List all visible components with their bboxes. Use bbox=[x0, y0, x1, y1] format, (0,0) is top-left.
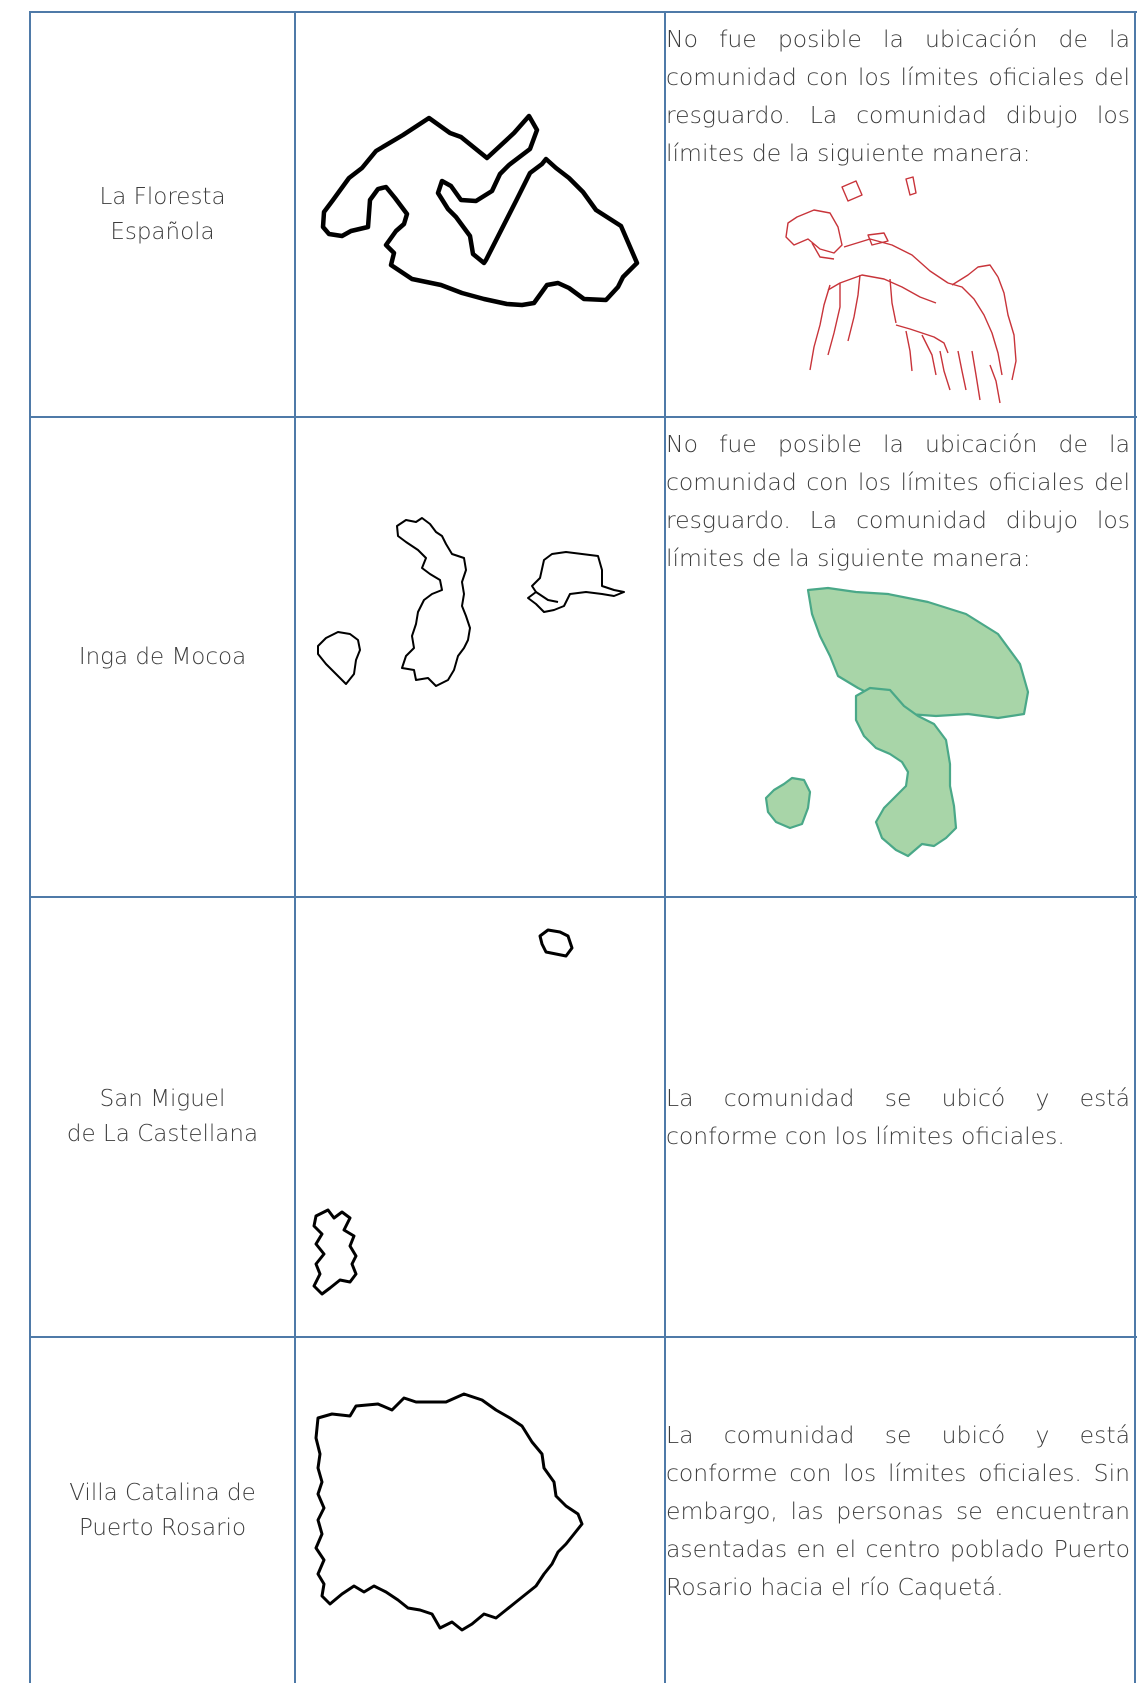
community-name-line2: de La Castellana bbox=[66, 1121, 259, 1147]
community-drawn-sketch bbox=[758, 584, 1058, 884]
observation-text: No fue posible la ubicación de la comunidad con los límites oficiales del resguardo. La comunidad dibujo los límites de la siguiente manera: bbox=[666, 25, 1130, 167]
observation-text: La comunidad se ubicó y está conforme con los límites oficiales. bbox=[666, 1084, 1130, 1150]
sketch-polygon bbox=[808, 588, 1028, 718]
community-name-cell bbox=[31, 1338, 294, 1683]
community-drawn-sketch bbox=[772, 175, 1032, 410]
boundary-polygon bbox=[323, 116, 637, 305]
boundary-polygon bbox=[528, 552, 624, 612]
sketch-lines bbox=[786, 177, 1016, 403]
community-name-line1: Villa Catalina de bbox=[69, 1479, 256, 1506]
official-boundary-map bbox=[296, 898, 664, 1336]
observation-cell bbox=[666, 1338, 1132, 1683]
sketch-polygon bbox=[766, 778, 810, 828]
boundary-polygon bbox=[316, 1394, 582, 1630]
table-border-right bbox=[1134, 11, 1136, 1683]
official-boundary-map bbox=[296, 13, 664, 416]
boundary-polygon bbox=[318, 632, 360, 684]
observation-cell bbox=[666, 898, 1132, 1336]
community-name-line1: La Floresta bbox=[99, 183, 226, 210]
official-boundary-map bbox=[296, 1338, 664, 1683]
boundary-line bbox=[536, 592, 558, 602]
boundary-polygon bbox=[314, 1210, 356, 1294]
community-name-line2: Española bbox=[110, 218, 215, 245]
community-name-line1: Inga de Mocoa bbox=[78, 643, 247, 670]
community-name-cell bbox=[31, 898, 294, 1336]
official-boundary-map bbox=[296, 418, 664, 896]
community-name-cell bbox=[31, 13, 294, 416]
observation-text: La comunidad se ubicó y está conforme con los límites oficiales. Sin embargo, las personas se encuentran asentadas en el centro poblado Puerto Rosario hacia el río Caquetá. bbox=[666, 1420, 1130, 1601]
community-name-line1: San Miguel bbox=[99, 1086, 226, 1112]
observation-text: No fue posible la ubicación de la comunidad con los límites oficiales del resguardo. La comunidad dibujo los límites de la siguiente manera: bbox=[666, 430, 1130, 572]
community-name-line2: Puerto Rosario bbox=[78, 1514, 247, 1541]
boundary-polygon bbox=[397, 518, 470, 686]
boundary-polygon bbox=[540, 930, 572, 956]
community-name-cell bbox=[31, 418, 294, 896]
